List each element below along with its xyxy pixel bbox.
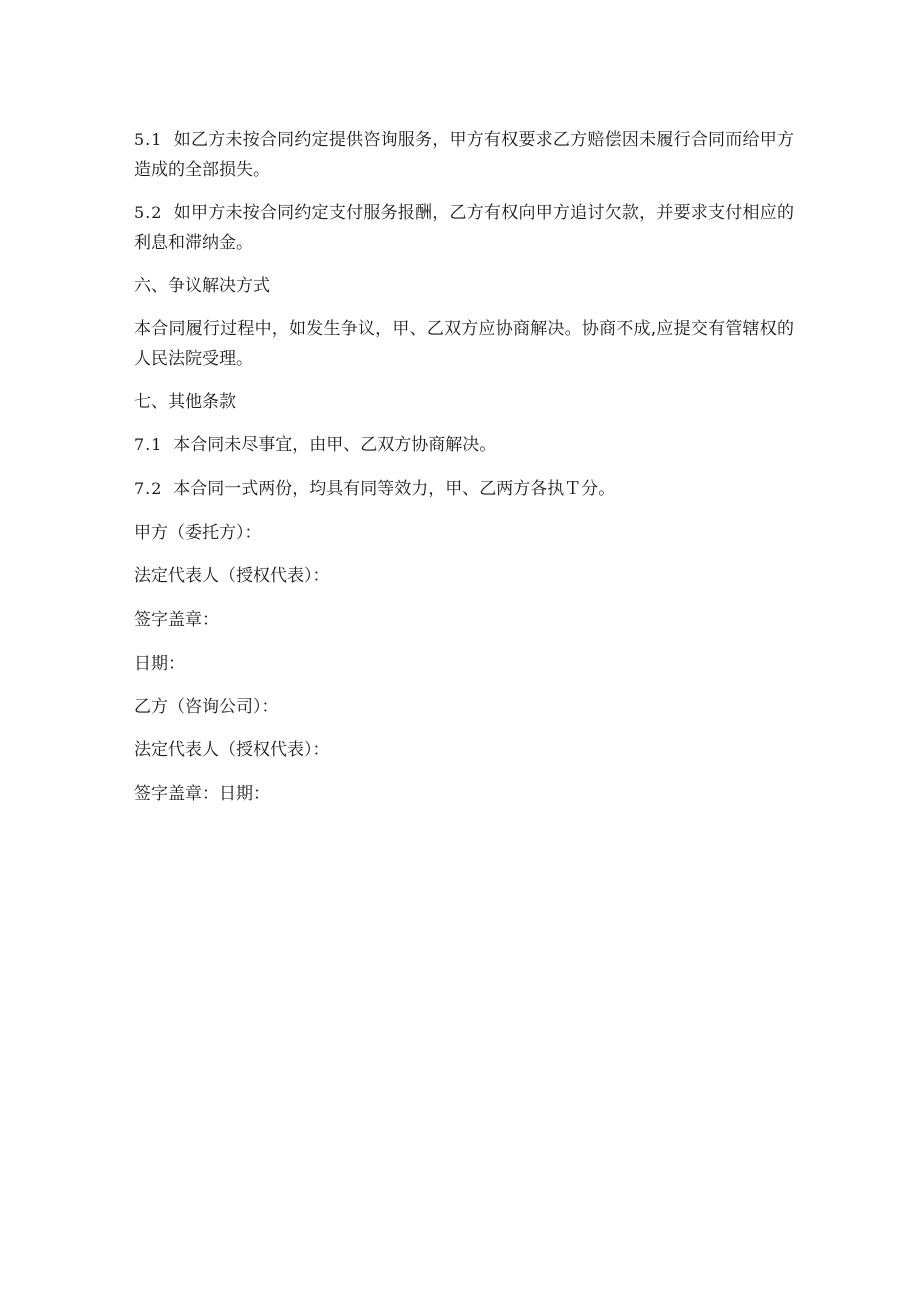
clause-7-2 bbox=[134, 474, 794, 504]
clause-text: 本合同未尽事宜，由甲、乙双方协商解决。 bbox=[173, 435, 497, 455]
party-b-signature-date-label: 签字盖章：日期： bbox=[134, 784, 270, 804]
clause-7-1 bbox=[134, 430, 794, 460]
clause-text: 如甲方未按合同约定支付服务报酬，乙方有权向甲方追讨欠款，并要求支付相应的利息和滞纳金。 bbox=[134, 203, 794, 253]
party-a-signature-label: 签字盖章： bbox=[134, 610, 219, 630]
party-a-date-label: 日期： bbox=[134, 654, 185, 674]
clause-number: 5.2 bbox=[134, 203, 163, 222]
clause-number: 5.1 bbox=[134, 130, 163, 149]
clause-number: 7.1 bbox=[134, 435, 163, 454]
clause-text: 如乙方未按合同约定提供咨询服务，甲方有权要求乙方赔偿因未履行合同而给甲方造成的全部损失。 bbox=[134, 130, 794, 180]
section-6-body: 本合同履行过程中，如发生争议，甲、乙双方应协商解决。协商不成,应提交有管辖权的人民法院受理。 bbox=[134, 319, 794, 369]
clause-5-2 bbox=[134, 198, 794, 258]
clause-number: 7.2 bbox=[134, 479, 163, 498]
party-b-representative-label: 法定代表人（授权代表）： bbox=[134, 740, 330, 760]
party-a-name-label: 甲方（委托方）： bbox=[134, 523, 262, 543]
party-b-name-label: 乙方（咨询公司）： bbox=[134, 697, 279, 717]
section-6-heading: 六、争议解决方式 bbox=[134, 276, 270, 296]
party-a-representative-label: 法定代表人（授权代表）： bbox=[134, 566, 330, 586]
clause-5-1 bbox=[134, 125, 794, 185]
section-7-heading: 七、其他条款 bbox=[134, 392, 236, 412]
clause-text: 本合同一式两份，均具有同等效力，甲、乙两方各执Ｔ分。 bbox=[173, 479, 616, 499]
